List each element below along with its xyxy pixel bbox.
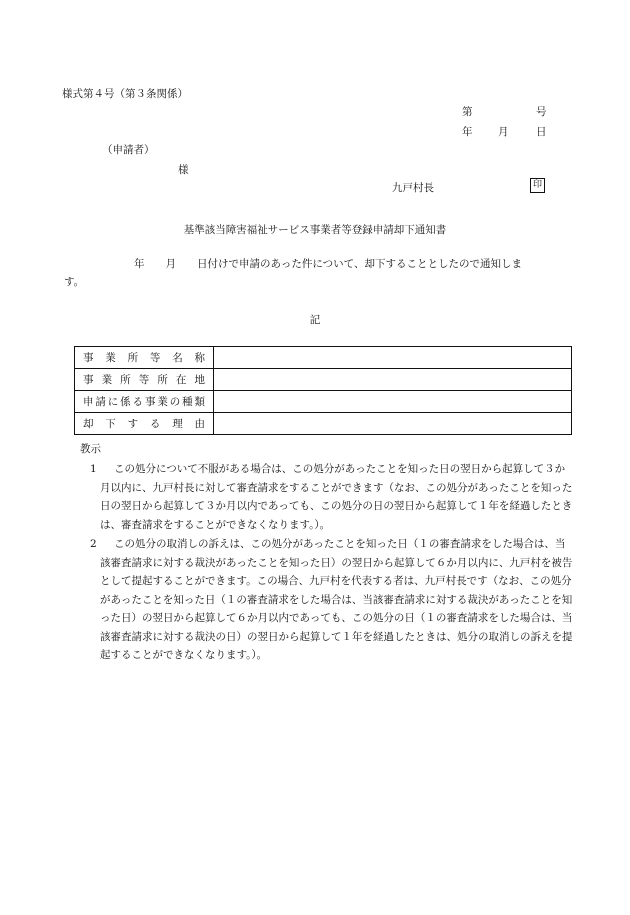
details-table bbox=[74, 346, 572, 435]
ki-heading: 記 bbox=[309, 314, 321, 326]
honorific: 様 bbox=[178, 164, 189, 176]
notice-body-line1: 年 月 日付けで申請のあった件について、却下することとしたので通知しま bbox=[134, 258, 522, 270]
table-value bbox=[214, 413, 572, 435]
number-suffix: 号 bbox=[536, 106, 547, 118]
date-year: 年 bbox=[462, 126, 473, 138]
seal-mark: 印 bbox=[530, 178, 545, 193]
instruction-item-2 bbox=[90, 535, 575, 665]
instruction-item-1 bbox=[90, 460, 575, 534]
instruction-text: この処分について不服がある場合は、この処分があったことを知った日の翌日から起算して３か月以内に、九戸村長に対して審査請求をすることができます（なお、この処分があったことを知った日の翌日から起算して３か月以内であっても、この処分の日の翌日から起算して１年を経過したときは、審査請求をすることができなくなります。）。 bbox=[100, 463, 573, 531]
instruction-text: この処分の取消しの訴えは、この処分があったことを知った日（１の審査請求をした場合は、当該審査請求に対する裁決があったことを知った日）の翌日から起算して６か月以内に、九戸村を被告として提起することができます。この場合、九戸村を代表する者は、九戸村長です（なお、この処分があったことを知った日（１の審査請求をした場合は、当該審査請求に対する裁決があったことを知った日）の翌日から起算して６か月以内であっても、この処分の日（１の審査請求をした場合は、当該審査請求に対する裁決の日）の翌日から起算して１年を経過したときは、処分の取消しの訴えを提起することができなくなります。）。 bbox=[100, 538, 573, 661]
table-value bbox=[214, 347, 572, 369]
table-label: 事業所等所在地 bbox=[75, 369, 214, 391]
table-value bbox=[214, 391, 572, 413]
table-row bbox=[75, 369, 572, 391]
table-row bbox=[75, 391, 572, 413]
notice-body bbox=[64, 255, 578, 291]
form-number: 様式第４号（第３条関係） bbox=[62, 88, 188, 100]
table-row bbox=[75, 347, 572, 369]
number-prefix: 第 bbox=[462, 106, 473, 118]
table-value bbox=[214, 369, 572, 391]
date-day: 日 bbox=[536, 126, 547, 138]
applicant-label: （申請者） bbox=[102, 144, 155, 156]
table-row bbox=[75, 413, 572, 435]
instruction-heading: 教示 bbox=[80, 443, 101, 455]
issuer-name: 九戸村長 bbox=[392, 182, 434, 194]
instruction-number: 2 bbox=[90, 538, 97, 550]
table-label: 却下する理由 bbox=[75, 413, 214, 435]
document-title: 基準該当障害福祉サービス事業者等登録申請却下通知書 bbox=[183, 224, 447, 236]
table-label: 事業所等名称 bbox=[75, 347, 214, 369]
notice-body-line2: す。 bbox=[64, 276, 85, 288]
date-month: 月 bbox=[498, 126, 509, 138]
table-label: 申請に係る事業の種類 bbox=[75, 391, 214, 413]
instruction-number: 1 bbox=[90, 463, 97, 475]
